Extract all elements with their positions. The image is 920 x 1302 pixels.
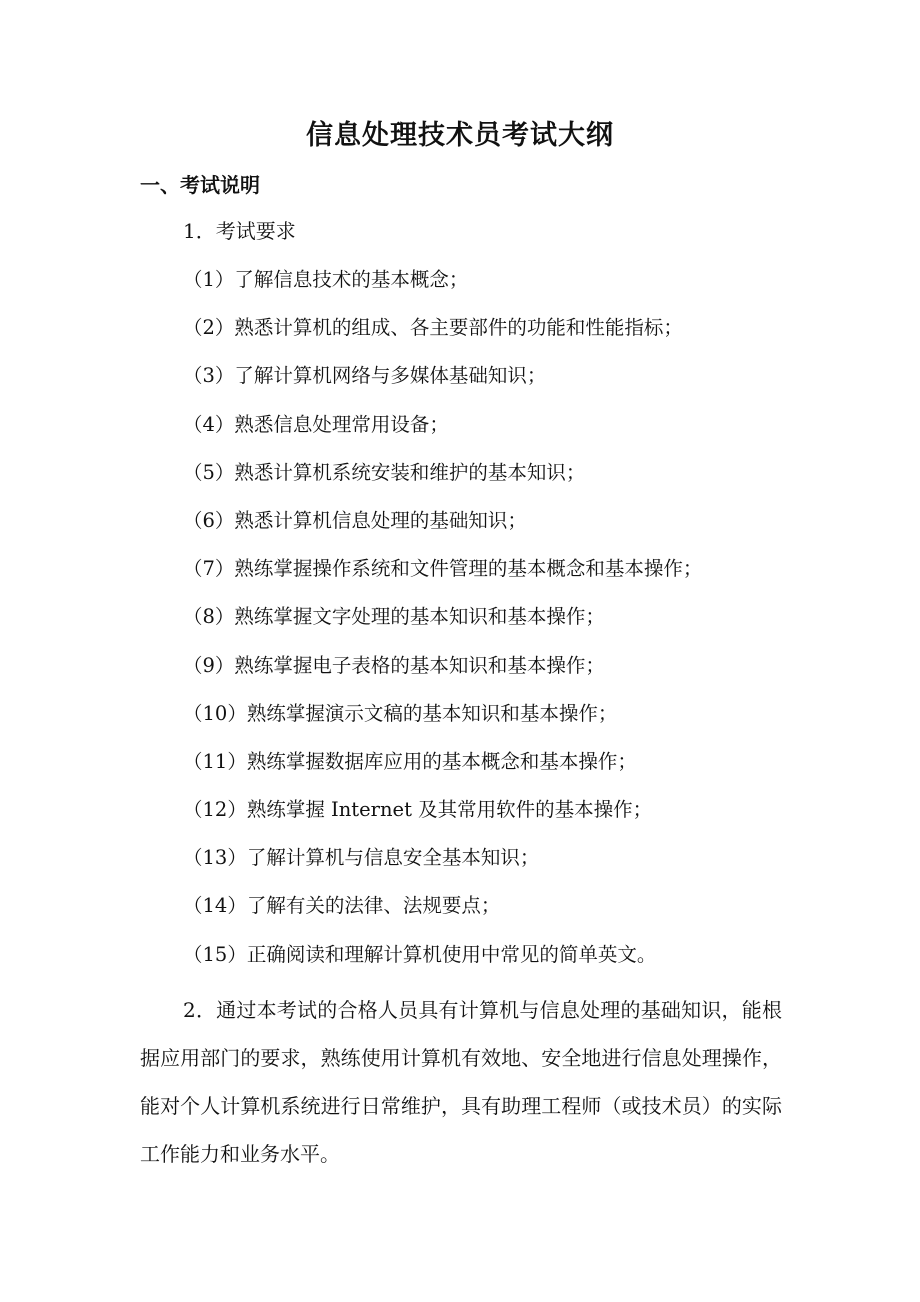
requirement-item: （10）熟练掌握演示文稿的基本知识和基本操作；	[183, 701, 618, 725]
requirement-item: （9）熟练掌握电子表格的基本知识和基本操作；	[183, 653, 605, 677]
requirement-item: （6）熟悉计算机信息处理的基础知识；	[183, 508, 527, 532]
requirement-item: （12）熟练掌握 Internet 及其常用软件的基本操作；	[183, 798, 653, 822]
requirement-item: （15）正确阅读和理解计算机使用中常见的简单英文。	[183, 942, 657, 966]
requirement-item: （4）熟悉信息处理常用设备；	[183, 412, 449, 436]
requirement-item: （2）熟悉计算机的组成、各主要部件的功能和性能指标；	[183, 316, 683, 340]
qualification-paragraph: 2．通过本考试的合格人员具有计算机与信息处理的基础知识，能根据应用部门的要求，熟练使用计算机有效地、安全地进行信息处理操作，能对个人计算机系统进行日常维护，具有助理工程师（或技术员）的实际工作能力和业务水平。	[140, 998, 782, 1166]
requirements-list	[183, 265, 702, 988]
requirement-item: （1）了解信息技术的基本概念；	[183, 268, 469, 291]
requirement-item: （14）了解有关的法律、法规要点；	[183, 894, 501, 918]
requirement-item: （3）了解计算机网络与多媒体基础知识；	[183, 364, 547, 388]
requirement-item: （11）熟练掌握数据库应用的基本概念和基本操作；	[183, 749, 637, 773]
document-title: 信息处理技术员考试大纲	[306, 120, 614, 151]
requirement-item: （7）熟练掌握操作系统和文件管理的基本概念和基本操作；	[183, 557, 703, 581]
section-heading: 一、考试说明	[140, 173, 260, 197]
requirement-item: （8）熟练掌握文字处理的基本知识和基本操作；	[183, 605, 605, 629]
requirement-item: （5）熟悉计算机系统安装和维护的基本知识；	[183, 460, 586, 484]
subsection-heading: 1．考试要求	[183, 219, 296, 243]
requirement-item: （13）了解计算机与信息安全基本知识；	[183, 846, 540, 870]
